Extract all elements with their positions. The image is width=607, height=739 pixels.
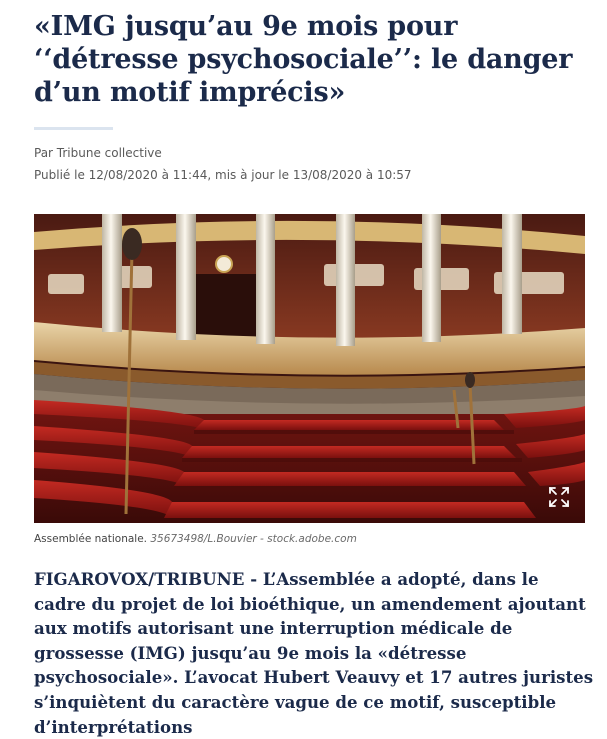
image-caption (34, 533, 357, 545)
article-dates: Publié le 12/08/2020 à 11:44, mis à jour le 13/08/2020 à 10:57 (34, 168, 412, 182)
expand-image-button[interactable] (545, 483, 573, 511)
article-hero-image[interactable] (34, 214, 585, 523)
photo-credit: 35673498/L.Bouvier - stock.adobe.com (150, 533, 357, 545)
assemblee-nationale-photo (34, 214, 585, 523)
expand-arrows-icon (545, 483, 573, 511)
headline-divider (34, 127, 113, 130)
article-byline[interactable]: Par Tribune collective (34, 146, 162, 160)
caption-text: Assemblée nationale. (34, 533, 148, 545)
article-chapo: FIGAROVOX/TRIBUNE - L’Assemblée a adopté, dans le cadre du projet de loi bioéthique, un amendement ajoutant aux motifs autorisant une interruption médicale de grossesse (IMG) jusqu’au 9e mois la «détresse psychosociale». L’avocat Hubert Veauvy et 17 autres juristes s’inquiètent du caractère vague de ce motif, susceptible d’interprétations (34, 569, 594, 737)
article-headline: «IMG jusqu’au 9e mois pour ‘‘détresse psychosociale’’: le danger d’un motif imprécis» (34, 11, 573, 108)
